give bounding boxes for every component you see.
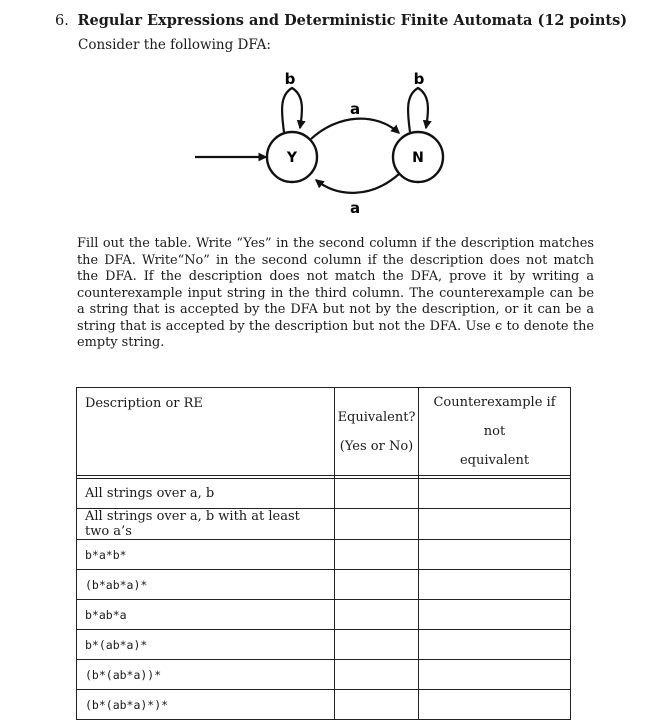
counterexample-cell[interactable]: [419, 479, 571, 509]
self-loop-n-label: b: [413, 70, 425, 88]
counterexample-cell[interactable]: [419, 690, 571, 720]
row-regex: b*a*b*: [77, 540, 335, 570]
row-description: All strings over a, b: [77, 479, 335, 509]
row-regex: (b*ab*a)*: [77, 570, 335, 600]
instructions-paragraph: Fill out the table. Write “Yes” in the second column if the description matches the DFA. Write“No” in the second column if the description does not match the DFA. If the description does not match the DFA, prove it by writing a counterexample input string in the third column. The counterexample can be a string that is accepted by the DFA but not by the description, or it can be a string that is accepted by the description but not the DFA. Use ϵ to denote the empty string.: [77, 236, 594, 350]
transition-n-to-y-label: a: [349, 199, 361, 217]
transition-n-to-y: [316, 174, 399, 193]
table-row: [77, 690, 571, 720]
counterexample-cell[interactable]: [419, 630, 571, 660]
row-regex: b*ab*a: [77, 600, 335, 630]
header-equivalent: [335, 388, 419, 476]
equivalent-cell[interactable]: [335, 540, 419, 570]
self-loop-y-label: b: [284, 70, 296, 88]
table-row: [77, 509, 571, 540]
equivalent-cell[interactable]: [335, 630, 419, 660]
header-counter-line2: equivalent: [459, 453, 530, 468]
equivalent-cell[interactable]: [335, 570, 419, 600]
state-y-label: Y: [286, 150, 298, 166]
counterexample-cell[interactable]: [419, 509, 571, 540]
counterexample-cell[interactable]: [419, 660, 571, 690]
question-title: Regular Expressions and Deterministic Finite Automata (12 points): [77, 12, 628, 29]
answer-table: [76, 387, 571, 720]
equivalent-cell[interactable]: [335, 509, 419, 540]
row-regex: b*(ab*a)*: [77, 630, 335, 660]
counterexample-cell[interactable]: [419, 570, 571, 600]
row-regex: (b*(ab*a)*)*: [77, 690, 335, 720]
state-n-label: N: [412, 150, 424, 166]
dfa-diagram: [0, 0, 653, 230]
table-row: [77, 630, 571, 660]
self-loop-n: [408, 88, 428, 132]
table-row: [77, 479, 571, 509]
question-number: 6.: [55, 13, 69, 29]
header-counter-line1: Counterexample if not: [433, 395, 556, 439]
header-equivalent-line2: (Yes or No): [339, 438, 414, 454]
equivalent-cell[interactable]: [335, 600, 419, 630]
transition-y-to-n: [311, 119, 399, 139]
table-header-row: [77, 388, 571, 476]
equivalent-cell[interactable]: [335, 690, 419, 720]
table-row: [77, 660, 571, 690]
self-loop-y: [282, 88, 302, 132]
header-equivalent-line1: Equivalent?: [337, 409, 416, 425]
transition-y-to-n-label: a: [349, 100, 361, 118]
header-counterexample: [419, 388, 571, 476]
table-row: [77, 540, 571, 570]
header-description: Description or RE: [77, 388, 335, 476]
equivalent-cell[interactable]: [335, 479, 419, 509]
counterexample-cell[interactable]: [419, 540, 571, 570]
row-regex: (b*(ab*a))*: [77, 660, 335, 690]
row-description: All strings over a, b with at least two a’s: [77, 509, 335, 540]
table-row: [77, 600, 571, 630]
table-row: [77, 570, 571, 600]
question-intro: Consider the following DFA:: [78, 37, 271, 53]
equivalent-cell[interactable]: [335, 660, 419, 690]
counterexample-cell[interactable]: [419, 600, 571, 630]
